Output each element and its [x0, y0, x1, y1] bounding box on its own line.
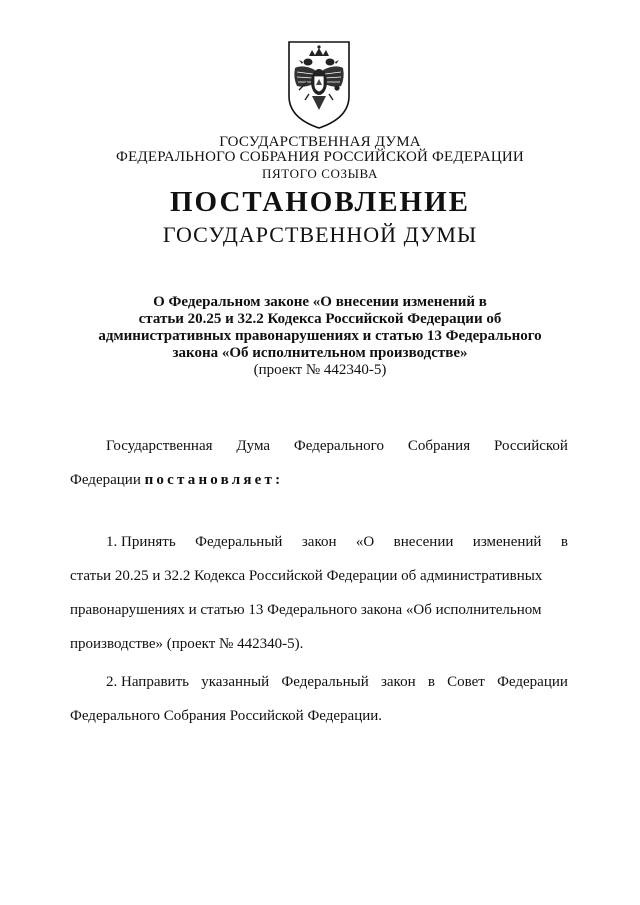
item-2-word: указанный: [201, 674, 270, 690]
double-headed-eagle-icon: [285, 38, 353, 130]
item-1-word: внесении: [393, 534, 454, 550]
item-1-word: 1. Принять: [106, 534, 176, 550]
preamble-word: Федерального: [293, 438, 384, 454]
item-1-word: «О: [355, 534, 375, 550]
subject-line-4: закона «Об исполнительном производстве»: [172, 345, 468, 361]
item-1-line-2: статьи 20.25 и 32.2 Кодекса Российской Федерации об административных: [70, 568, 543, 584]
item-2-word: закон: [380, 674, 416, 690]
preamble-word: Государственная: [106, 438, 213, 454]
document-subject: [60, 294, 580, 362]
item-2-word: Совет: [447, 674, 485, 690]
item-2-word: 2. Направить: [106, 674, 189, 690]
preamble-word: Российской: [494, 438, 568, 454]
item-1-word: Федеральный: [195, 534, 283, 550]
document-type-title: ПОСТАНОВЛЕНИЕ: [169, 186, 470, 218]
preamble-word: Собрания: [407, 438, 471, 454]
resolves-verb: постановляет:: [144, 472, 284, 488]
item-1-line-1: [106, 534, 568, 551]
item-2-word: Федеральный: [281, 674, 369, 690]
preamble-word: Дума: [236, 438, 271, 454]
project-number: (проект № 442340-5): [253, 362, 387, 378]
item-1-line-3: правонарушениях и статью 13 Федерального закона «Об исполнительном: [70, 602, 542, 618]
header-line-2: ФЕДЕРАЛЬНОГО СОБРАНИЯ РОССИЙСКОЙ ФЕДЕРАЦИИ: [116, 149, 524, 165]
preamble-line-2-start: Федерации: [70, 472, 141, 488]
subject-line-1: О Федеральном законе «О внесении изменений в: [153, 294, 487, 310]
item-2-line-1: [106, 674, 568, 691]
subject-line-3: административных правонарушениях и статью 13 Федерального: [98, 328, 542, 344]
header-line-3: ПЯТОГО СОЗЫВА: [262, 166, 378, 181]
preamble-line-1: [106, 438, 568, 455]
item-1-word: в: [560, 534, 568, 550]
preamble-line-2: [70, 472, 568, 489]
item-1-word: закон: [301, 534, 337, 550]
item-2-word: в: [427, 674, 435, 690]
item-1-line-4: производстве» (проект № 442340-5).: [70, 636, 304, 652]
issuer-title: ГОСУДАРСТВЕННОЙ ДУМЫ: [162, 222, 478, 247]
item-2-word: Федерации: [497, 674, 568, 690]
header-line-1: ГОСУДАРСТВЕННАЯ ДУМА: [219, 134, 421, 150]
item-2-line-2: Федерального Собрания Российской Федерации.: [70, 708, 383, 724]
item-1-word: изменений: [472, 534, 542, 550]
subject-line-2: статьи 20.25 и 32.2 Кодекса Российской Федерации об: [138, 311, 502, 327]
